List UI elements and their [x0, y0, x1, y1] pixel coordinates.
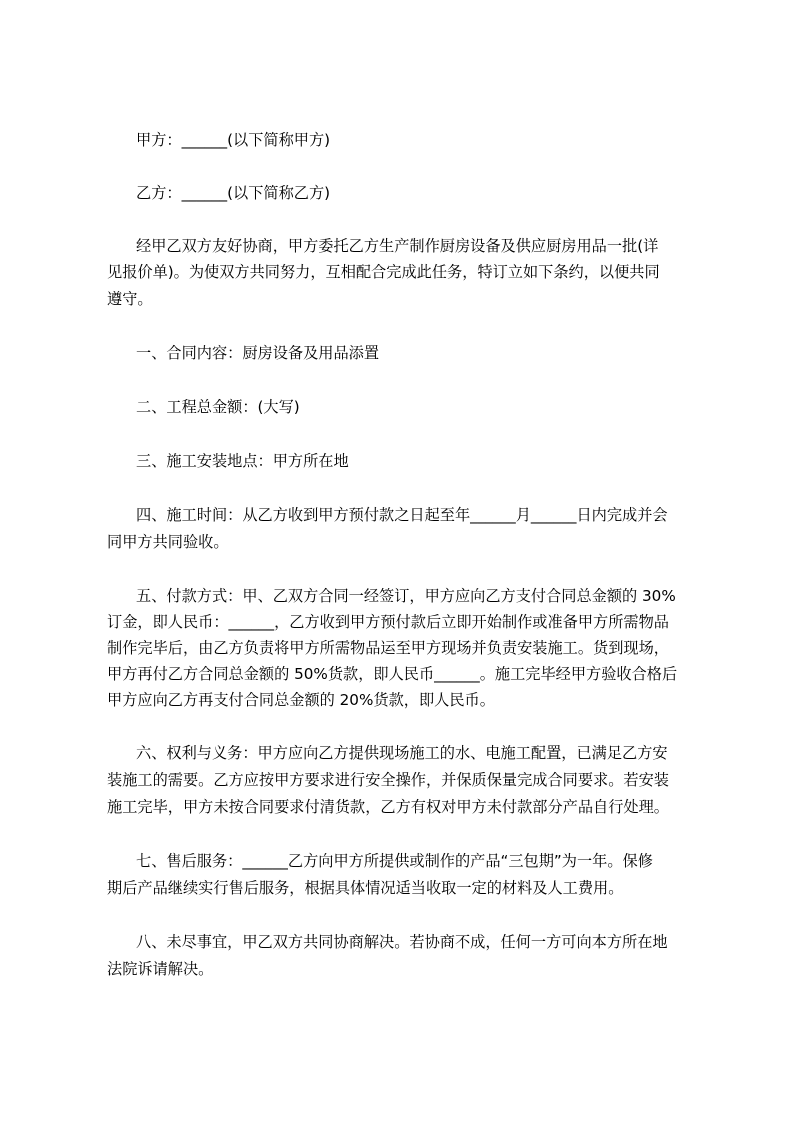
clause-5-line-4: 甲方再付乙方合同总金额的 50%货款，即人民币______。施工完毕经甲方验收合格后: [107, 665, 678, 683]
clause-4-line-1: 四、施工时间：从乙方收到甲方预付款之日起至年______月______日内完成并会: [136, 506, 668, 524]
clause-5-line-5: 甲方应向乙方再支付合同总金额的 20%货款，即人民币。: [107, 691, 495, 709]
clause-6-line-2: 装施工的需要。乙方应按甲方要求进行安全操作，并保质保量完成合同要求。若安装: [107, 771, 669, 789]
clause-1-line-1: 一、合同内容：厨房设备及用品添置: [136, 344, 379, 362]
party-b-line: 乙方：______(以下简称乙方): [136, 184, 331, 202]
clause-5-line-3: 制作完毕后，由乙方负责将甲方所需物品运至甲方现场并负责安装施工。货到现场，: [107, 639, 669, 657]
clause-4-line-2: 同甲方共同验收。: [107, 533, 229, 551]
party-a-line: 甲方：______(以下简称甲方): [136, 131, 331, 149]
clause-3-line-1: 三、施工安装地点：甲方所在地: [136, 452, 349, 470]
clause-8-line-1: 八、未尽事宜，甲乙双方共同协商解决。若协商不成，任何一方可向本方所在地: [136, 933, 668, 951]
clause-5-line-1: 五、付款方式：甲、乙双方合同一经签订，甲方应向乙方支付合同总金额的 30%: [136, 587, 676, 605]
intro-line-2: 见报价单)。为使双方共同努力，互相配合完成此任务，特订立如下条约，以便共同: [107, 263, 660, 281]
clause-8-line-2: 法院诉请解决。: [107, 960, 214, 978]
intro-line-3: 遵守。: [107, 290, 153, 308]
clause-7-line-2: 期后产品继续实行售后服务，根据具体情况适当收取一定的材料及人工费用。: [107, 879, 624, 897]
intro-line-1: 经甲乙双方友好协商，甲方委托乙方生产制作厨房设备及供应厨房用品一批(详: [136, 237, 659, 255]
clause-7-line-1: 七、售后服务：______乙方向甲方所提供或制作的产品“三包期”为一年。保修: [136, 852, 653, 870]
clause-2-line-1: 二、工程总金额：(大写): [136, 398, 300, 416]
clause-6-line-3: 施工完毕，甲方未按合同要求付清货款，乙方有权对甲方未付款部分产品自行处理。: [107, 798, 669, 816]
clause-6-line-1: 六、权利与义务：甲方应向乙方提供现场施工的水、电施工配置，已满足乙方安: [136, 744, 668, 762]
clause-5-line-2: 订金，即人民币：______，乙方收到甲方预付款后立即开始制作或准备甲方所需物品: [107, 613, 669, 631]
